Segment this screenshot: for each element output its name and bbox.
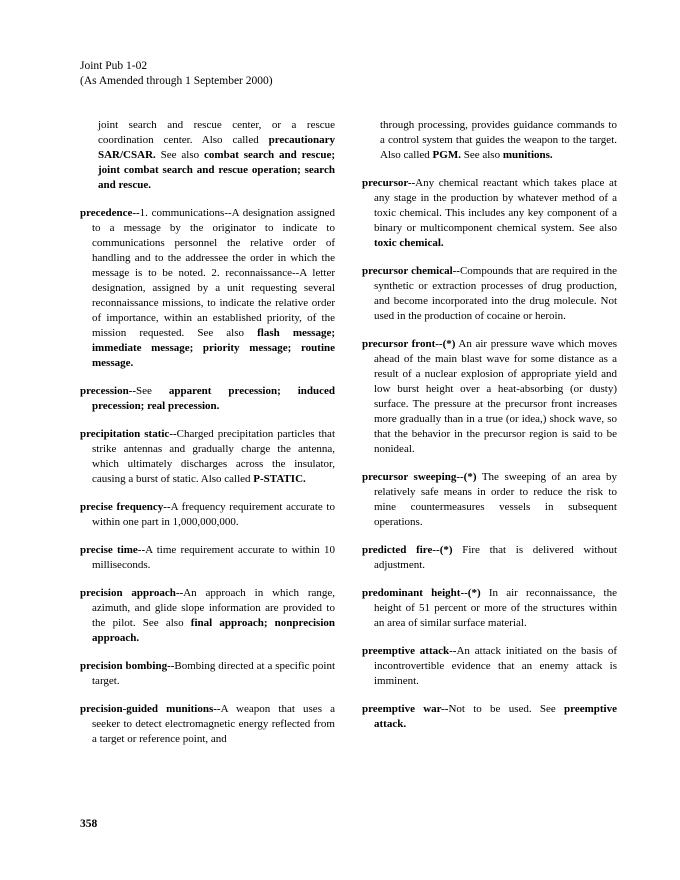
- bold-text: precision-guided munitions--: [80, 703, 221, 715]
- bold-text: preemptive war--: [362, 703, 449, 715]
- page-header: [80, 59, 273, 88]
- body-text: The sweeping of an area by relatively safe means in order to reduce the risk to mine countermeasures vessels in subsequent operations.: [374, 471, 617, 528]
- definition-entry: [80, 427, 335, 487]
- bold-text: precession--: [80, 385, 137, 397]
- bold-text: precision bombing--: [80, 660, 175, 672]
- bold-text: precautionary SAR/CSAR.: [98, 134, 335, 161]
- body-text: Fire that is delivered without adjustment.: [374, 544, 618, 571]
- definition-entry: [362, 644, 617, 689]
- body-text: See also: [155, 149, 205, 161]
- bold-text: preemptive attack.: [374, 703, 617, 730]
- amendment-note: (As Amended through 1 September 2000): [80, 74, 273, 87]
- bold-text: precursor chemical--: [362, 265, 460, 277]
- bold-text: precise time--: [80, 544, 146, 556]
- body-text: An air pressure wave which moves ahead of the main blast wave for some distance as a result of a nuclear explosion of appropriate yield and low burst height over a heat-absorbing (or dusty) surface. The pressure at the precursor front increases more gradually than in a true (or idea,) shock wave, so that the behavior in the precursor region is said to be nonideal.: [374, 338, 617, 455]
- body-text: In air reconnaissance, the height of 51 percent or more of the structures within an area of similar surface material.: [374, 587, 617, 629]
- definition-entry: [362, 543, 617, 573]
- definition-entry: [80, 586, 335, 646]
- definition-entry: [80, 206, 335, 371]
- bold-text: P-STATIC.: [253, 473, 306, 485]
- bold-text: precursor front--(*): [362, 338, 456, 350]
- definition-entry: [362, 702, 617, 732]
- bold-text: combat search and rescue; joint combat search and rescue operation; search and rescue.: [98, 149, 335, 191]
- body-text: An attack initiated on the basis of incontrovertible evidence that an enemy attack is imminent.: [374, 645, 617, 687]
- bold-text: precision approach--: [80, 587, 184, 599]
- bold-text: toxic chemical.: [374, 237, 444, 249]
- body-text: joint search and rescue center, or a rescue coordination center. Also called: [98, 119, 335, 146]
- body-text: 1. communications--A designation assigned to a message by the originator to indicate to communications personnel the relative order of handling and to the addressee the order in which the message is to be noted. 2. reconnaissance--A letter designation, assigned by a unit requesting several reconnaissance missions, to indicate the relative order of importance, within an established priority, of the mission requested. See also: [92, 207, 335, 339]
- bold-text: predicted fire--(*): [362, 544, 453, 556]
- body-text: An approach in which range, azimuth, and glide slope information are provided to the pilot. See also: [92, 587, 335, 629]
- dictionary-columns: [80, 118, 617, 760]
- left-column: [80, 118, 335, 760]
- definition-entry: [362, 470, 617, 530]
- bold-text: precipitation static--: [80, 428, 177, 440]
- body-text: See: [136, 385, 169, 397]
- body-text: Charged precipitation particles that strike antennas and gradually charge the antenna, which ultimately discharges across the insulator, causing a burst of static. Also called: [92, 428, 335, 485]
- body-text: through processing, provides guidance commands to a control system that guides the weapon to the target. Also called: [380, 119, 617, 161]
- bold-text: munitions.: [502, 149, 553, 161]
- body-text: A frequency requirement accurate to within one part in 1,000,000,000.: [92, 501, 335, 528]
- bold-text: predominant height--(*): [362, 587, 481, 599]
- bold-text: precursor--: [362, 177, 416, 189]
- bold-text: final approach; nonprecision approach.: [92, 617, 335, 644]
- definition-continuation: [362, 118, 617, 163]
- body-text: See also: [460, 149, 503, 161]
- page-number: 358: [80, 818, 98, 830]
- bold-text: preemptive attack--: [362, 645, 457, 657]
- definition-entry: [362, 264, 617, 324]
- body-text: Any chemical reactant which takes place at any stage in the production by whatever method of a toxic chemical. This includes any key component of a binary or multicomponent chemical system. See also: [374, 177, 617, 234]
- bold-text: flash message; immediate message; priority message; routine message.: [92, 327, 335, 369]
- definition-entry: [362, 586, 617, 631]
- definition-entry: [362, 176, 617, 251]
- definition-entry: [80, 659, 335, 689]
- definition-entry: [80, 543, 335, 573]
- right-column: [362, 118, 617, 760]
- bold-text: precursor sweeping--(*): [362, 471, 477, 483]
- definition-entry: [80, 384, 335, 414]
- body-text: A weapon that uses a seeker to detect electromagnetic energy reflected from a target or reference point, and: [92, 703, 335, 745]
- body-text: A time requirement accurate to within 10 milliseconds.: [92, 544, 335, 571]
- bold-text: PGM.: [432, 149, 461, 161]
- definition-entry: [80, 702, 335, 747]
- definition-continuation: [80, 118, 335, 193]
- bold-text: precise frequency--: [80, 501, 171, 513]
- body-text: Compounds that are required in the synthetic or extraction processes of drug production, and become incorporated into the drug molecule. Not used in the production of cocaine or heroin.: [374, 265, 617, 322]
- publication-title: Joint Pub 1-02: [80, 60, 148, 72]
- body-text: Not to be used. See: [448, 703, 565, 715]
- body-text: Bombing directed at a specific point target.: [92, 660, 335, 687]
- bold-text: precedence--: [80, 207, 140, 219]
- definition-entry: [80, 500, 335, 530]
- bold-text: apparent precession; induced precession; real precession.: [92, 385, 335, 412]
- definition-entry: [362, 337, 617, 457]
